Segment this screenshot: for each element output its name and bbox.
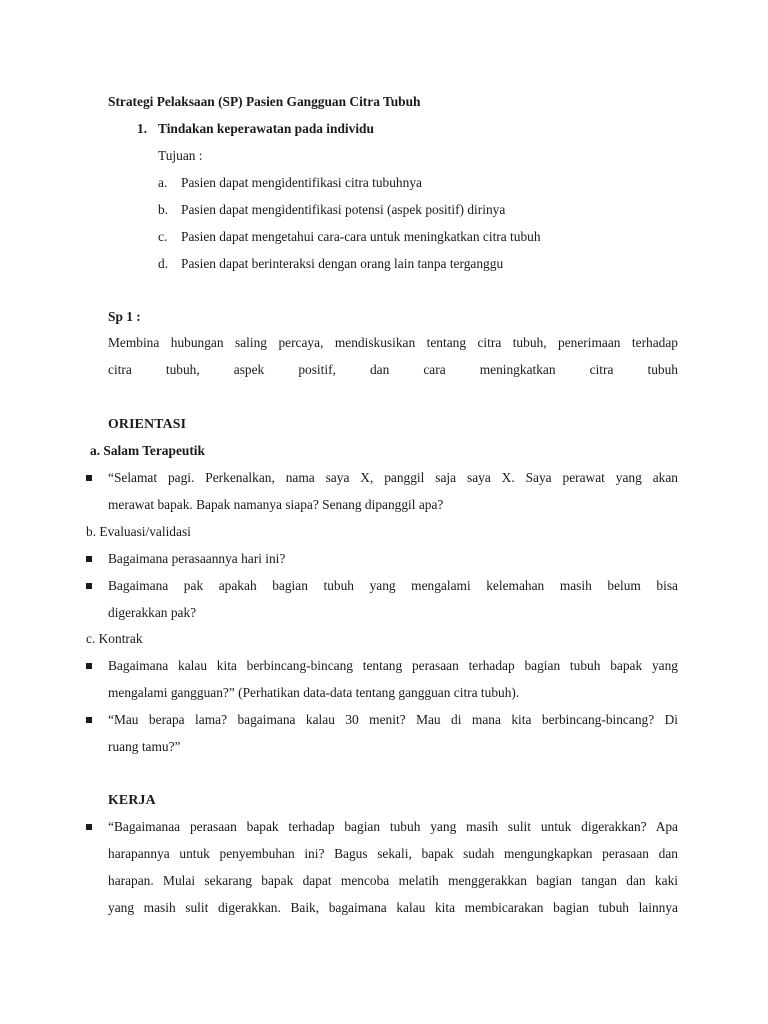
evaluasi-heading: b. Evaluasi/validasi bbox=[86, 524, 191, 539]
sp1-line: citra tubuh, aspek positif, dan cara meningkatkan citra tubuh bbox=[108, 362, 678, 377]
kerja-heading: KERJA bbox=[108, 792, 156, 807]
kerja-line: harapannya untuk penyembuhan ini? Bagus sekali, bapak sudah mengungkapkan perasaan dan bbox=[108, 846, 678, 861]
section-heading: Tindakan keperawatan pada individu bbox=[158, 121, 374, 136]
goal-text: Pasien dapat berinteraksi dengan orang lain tanpa terganggu bbox=[181, 256, 504, 271]
goal-letter: d. bbox=[158, 256, 169, 271]
kontrak-item-line: “Mau berapa lama? bagaimana kalau 30 menit? Mau di mana kita berbincang-bincang? Di bbox=[108, 712, 678, 727]
goal-text: Pasien dapat mengetahui cara-cara untuk meningkatkan citra tubuh bbox=[181, 229, 541, 244]
kontrak-heading: c. Kontrak bbox=[86, 631, 143, 646]
orientasi-heading: ORIENTASI bbox=[108, 416, 187, 431]
goal-letter: a. bbox=[158, 175, 168, 190]
evaluasi-item-line: digerakkan pak? bbox=[108, 605, 197, 620]
bullet-marker bbox=[86, 663, 92, 669]
salam-item-line: merawat bapak. Bapak namanya siapa? Senang dipanggil apa? bbox=[108, 497, 444, 512]
goal-letter: b. bbox=[158, 202, 169, 217]
salam-heading: a. Salam Terapeutik bbox=[90, 443, 205, 458]
bullet-marker bbox=[86, 717, 92, 723]
kontrak-item-line: Bagaimana kalau kita berbincang-bincang tentang perasaan terhadap bagian tubuh bapak yang bbox=[108, 658, 678, 673]
goal-text: Pasien dapat mengidentifikasi citra tubuhnya bbox=[181, 175, 422, 190]
sp1-heading: Sp 1 : bbox=[108, 309, 141, 324]
bullet-marker bbox=[86, 475, 92, 481]
goal-letter: c. bbox=[158, 229, 168, 244]
salam-item-line: “Selamat pagi. Perkenalkan, nama saya X, panggil saja saya X. Saya perawat yang akan bbox=[108, 470, 678, 485]
kerja-line: yang masih sulit digerakkan. Baik, bagaimana kalau kita membicarakan bagian tubuh lainnya bbox=[108, 900, 678, 915]
kerja-line: “Bagaimanaa perasaan bapak terhadap bagian tubuh yang masih sulit untuk digerakkan? Apa bbox=[108, 819, 678, 834]
kerja-line: harapan. Mulai sekarang bapak dapat mencoba melatih menggerakkan bagian tangan dan kaki bbox=[108, 873, 678, 888]
bullet-marker bbox=[86, 583, 92, 589]
kontrak-item-line: ruang tamu?” bbox=[108, 739, 181, 754]
kontrak-item-line: mengalami gangguan?” (Perhatikan data-data tentang gangguan citra tubuh). bbox=[108, 685, 520, 700]
goal-text: Pasien dapat mengidentifikasi potensi (aspek positif) dirinya bbox=[181, 202, 506, 217]
document-title: Strategi Pelaksaan (SP) Pasien Gangguan Citra Tubuh bbox=[108, 94, 421, 109]
evaluasi-item-line: Bagaimana perasaannya hari ini? bbox=[108, 551, 286, 566]
bullet-marker bbox=[86, 824, 92, 830]
tujuan-label: Tujuan : bbox=[158, 148, 203, 163]
sp1-line: Membina hubungan saling percaya, mendiskusikan tentang citra tubuh, penerimaan terhadap bbox=[108, 335, 678, 350]
evaluasi-item-line: Bagaimana pak apakah bagian tubuh yang mengalami kelemahan masih belum bisa bbox=[108, 578, 678, 593]
section-number: 1. bbox=[137, 121, 148, 136]
bullet-marker bbox=[86, 556, 92, 562]
